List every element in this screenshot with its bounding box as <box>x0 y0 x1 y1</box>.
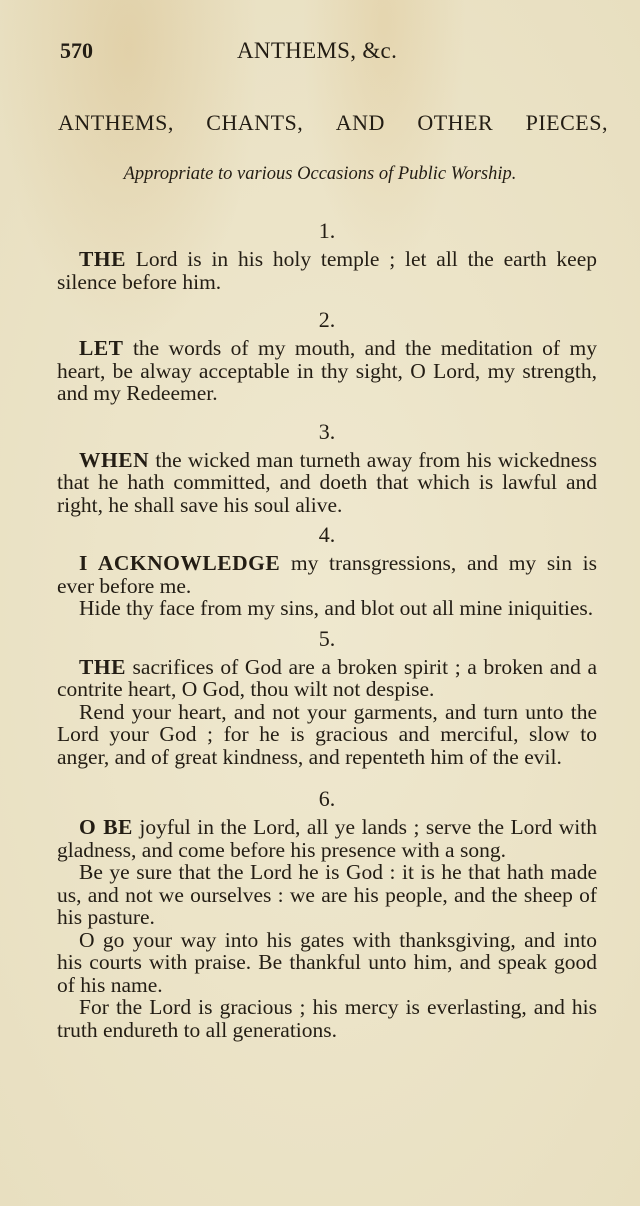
anthem-paragraph <box>57 337 597 405</box>
paragraph-text: Lord is in his holy temple ; let all the earth keep silence before him. <box>57 247 597 294</box>
page-number: 570 <box>60 38 93 63</box>
section-title-word: PIECES, <box>525 110 608 135</box>
anthem-list <box>57 218 597 1049</box>
anthem-number: 2. <box>318 307 336 332</box>
anthem-paragraph <box>57 597 597 620</box>
lead-word: THE <box>79 247 126 271</box>
section-title-word: AND <box>335 110 385 135</box>
anthem-number: 3. <box>318 418 336 444</box>
anthem-paragraph <box>57 248 597 293</box>
anthem-4 <box>57 522 597 620</box>
anthem-paragraph <box>57 816 597 861</box>
anthem-3 <box>57 419 597 517</box>
anthem-2 <box>57 307 597 405</box>
running-title: ANTHEMS, &c. <box>237 38 398 63</box>
anthem-number: 4. <box>318 522 336 547</box>
anthem-paragraph <box>57 996 597 1041</box>
paragraph-text: Hide thy face from my sins, and blot out all mine iniquities. <box>79 596 594 620</box>
paragraph-text: my transgressions, and my sin is ever before me. <box>57 551 597 598</box>
paragraph-text: joyful in the Lord, all ye lands ; serve the Lord with gladness, and come before his presence with a song. <box>57 815 597 862</box>
paragraph-text: For the Lord is gracious ; his mercy is everlasting, and his truth endureth to all generations. <box>57 995 597 1042</box>
lead-word: I ACKNOWLEDGE <box>79 551 281 575</box>
anthem-5 <box>57 626 597 769</box>
anthem-paragraph <box>57 929 597 997</box>
anthem-number: 6. <box>318 786 336 811</box>
section-title-word: OTHER <box>417 110 494 135</box>
anthem-1 <box>57 218 597 293</box>
section-title-word: CHANTS, <box>206 110 304 135</box>
lead-word: THE <box>79 654 126 679</box>
paragraph-text: O go your way into his gates with thanksgiving, and into his courts with praise. Be thankful unto him, and speak good of his name. <box>57 927 597 997</box>
anthem-6 <box>57 786 597 1041</box>
lead-word: O BE <box>79 815 133 839</box>
anthem-paragraph <box>57 861 597 929</box>
anthem-number: 5. <box>318 625 336 651</box>
section-title <box>58 110 608 136</box>
running-head <box>60 38 600 68</box>
anthem-paragraph <box>57 552 597 597</box>
anthem-paragraph <box>57 701 597 769</box>
anthem-paragraph <box>57 449 597 517</box>
paragraph-text: the wicked man turneth away from his wickedness that he hath committed, and doeth that which is lawful and right, he shall save his soul alive. <box>57 447 597 517</box>
section-subtitle: Appropriate to various Occasions of Public Worship. <box>123 164 517 184</box>
lead-word: WHEN <box>79 447 150 472</box>
anthem-number: 1. <box>318 218 336 243</box>
lead-word: LET <box>79 336 124 360</box>
paragraph-text: sacrifices of God are a broken spirit ; a broken and a contrite heart, O God, thou wilt not despise. <box>57 654 597 701</box>
paragraph-text: the words of my mouth, and the meditation of my heart, be alway acceptable in thy sight, O Lord, my strength, and my Redeemer. <box>57 336 597 405</box>
paragraph-text: Be ye sure that the Lord he is God : it is he that hath made us, and not we ourselves : we are his people, and the sheep of his pasture. <box>57 860 597 929</box>
section-title-word: ANTHEMS, <box>58 110 174 135</box>
anthem-paragraph <box>57 656 597 701</box>
paragraph-text: Rend your heart, and not your garments, and turn unto the Lord your God ; for he is gracious and merciful, slow to anger, and of great kindness, and repenteth him of the evil. <box>57 699 597 769</box>
